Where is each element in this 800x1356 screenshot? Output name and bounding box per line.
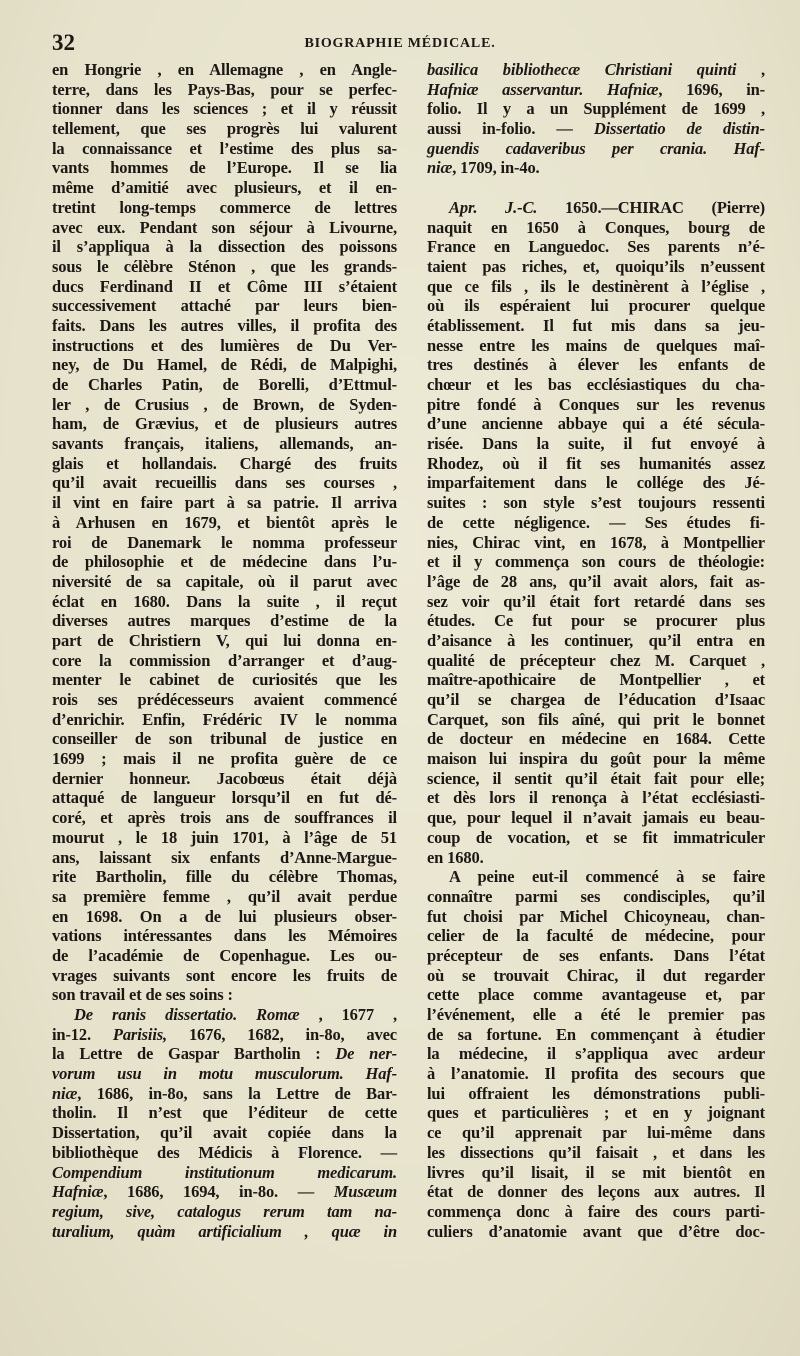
text-line: de Charles Patin, de Borelli, d’Ettmul- <box>52 375 397 394</box>
text-segment: , 1686, 1694, in-8o. — <box>103 1182 334 1202</box>
text-line <box>427 158 765 178</box>
text-line: études. Ce fut pour se procurer plus <box>427 611 765 631</box>
italic-title-segment: Parisiis, <box>112 1024 168 1044</box>
italic-title-segment: De ner- <box>335 1044 397 1064</box>
text-line: pitre fondé à Conques sur les revenus <box>427 394 765 414</box>
text-line: à Arhusen en 1679, et bientôt après le <box>52 512 397 532</box>
text-line <box>52 1202 397 1222</box>
text-line: en 1680. <box>427 847 484 867</box>
text-line: science, il sentit qu’il était fait pour elle; <box>427 768 765 788</box>
italic-title-segment: De ranis dissertatio. Romæ <box>74 1005 300 1024</box>
text-line <box>52 1005 397 1025</box>
text-line: ham, de Grævius, et de plusieurs autres <box>52 414 397 434</box>
text-line <box>52 1044 397 1064</box>
text-line <box>427 80 765 100</box>
text-line <box>52 1064 397 1084</box>
text-line: vants hommes de l’Europe. Il se lia <box>52 158 397 178</box>
text-segment: , 1709, in-4o. <box>452 158 540 178</box>
text-line: risée. Dans la suite, il fut envoyé à <box>427 434 765 454</box>
right-text-column <box>427 60 765 1241</box>
text-line: tionner dans les sciences ; et il y réussit <box>52 99 397 119</box>
text-line: ler , de Crusius , de Brown, de Syden- <box>52 394 397 414</box>
text-line <box>427 119 765 139</box>
text-line: d’une ancienne abbaye qui a été sécula- <box>427 414 765 434</box>
text-line <box>427 178 765 198</box>
text-line: et il y commença son cours de théologie: <box>427 552 765 572</box>
italic-title-segment: guendis cadaveribus per crania. Haf- <box>427 138 765 158</box>
text-line: que ce fils , ils le destinèrent à l’église , <box>427 276 765 296</box>
text-segment: in-12. <box>52 1024 113 1044</box>
text-line: coré, et après trois ans de souffrances il <box>52 808 397 828</box>
text-line: roi de Danemark le nomma professeur <box>52 532 397 552</box>
italic-title-segment: niæ <box>52 1083 78 1103</box>
text-line: maison lui inspira du goût pour la même <box>427 749 765 769</box>
text-line: qualité de précepteur chez M. Carquet , <box>427 650 765 670</box>
text-line: maître-apothicaire de Montpellier , et <box>427 670 765 690</box>
text-line: ducs Ferdinand II et Côme III s’étaient <box>52 276 397 296</box>
italic-title-segment: Compendium institutionum medicarum. <box>52 1162 397 1182</box>
text-line: avec eux. Pendant son séjour à Livourne, <box>52 217 397 237</box>
text-line: de philosophie et de médecine dans l’u- <box>52 552 397 572</box>
text-line: Carquet, son fils aîné, qui prit le bonnet <box>427 709 765 729</box>
italic-title-segment: turalium, quàm artificialium , quæ in <box>52 1221 397 1241</box>
text-line <box>427 139 765 159</box>
text-line <box>52 1222 397 1242</box>
text-line: il s’appliqua à la dissection des poissons <box>52 237 397 257</box>
italic-title-segment: regium, sive, catalogus rerum tam na- <box>52 1201 397 1221</box>
text-line: d’enrichir. Enfin, Frédéric IV le nomma <box>52 709 397 729</box>
text-line: établissement. Il fut mis dans sa jeu- <box>427 315 765 335</box>
text-line: à l’anatomie. Il profita des secours que <box>427 1064 765 1084</box>
text-line: vations intéressantes dans les Mémoires <box>52 926 397 946</box>
text-line: dernier honneur. Jacobœus était déjà <box>52 768 397 788</box>
text-line: vrages suivants sont encore les fruits de <box>52 965 397 985</box>
text-line: de cette négligence. — Ses études fi- <box>427 512 765 532</box>
text-line <box>52 1163 397 1183</box>
text-line: 1699 ; mais il ne profita guère de ce <box>52 749 397 769</box>
text-segment: aussi in-folio. — <box>427 119 594 139</box>
text-line: taient pas riches, et, quoiqu’ils n’eussent <box>427 256 765 276</box>
text-line: la médecine, il s’appliqua avec ardeur <box>427 1044 765 1064</box>
text-line: naquit en 1650 à Conques, bourg de <box>427 217 765 237</box>
italic-title-segment: vorum usu in motu musculorum. Haf- <box>52 1064 397 1084</box>
text-line: rite Bartholin, fille du célèbre Thomas, <box>52 867 397 887</box>
text-line: les dissections qu’il faisait , et dans les <box>427 1142 765 1162</box>
text-line: imparfaitement dans le collége des Jé- <box>427 473 765 493</box>
text-line: attaqué de langueur lorsqu’il en fut dé- <box>52 788 397 808</box>
italic-title-segment: Hafniæ <box>52 1182 104 1202</box>
text-line: nesse entre les mains de quelques maî- <box>427 335 765 355</box>
text-line: sous le célèbre Sténon , que les grands- <box>52 256 397 276</box>
text-line: menter le cabinet de curiosités que les <box>52 670 397 690</box>
text-line: l’événement, elle a été le premier pas <box>427 1005 765 1024</box>
left-text-column <box>52 60 397 1241</box>
text-line: tellement, que ses progrès lui valurent <box>52 119 397 139</box>
text-segment: , 1696, in- <box>658 79 765 99</box>
text-line: tres destinés à élever les enfants de <box>427 355 765 375</box>
text-line: France en Languedoc. Ses parents n’é- <box>427 237 765 257</box>
text-line: de l’académie de Copenhague. Les ou- <box>52 945 397 965</box>
text-line: instructions et des lumières de Du Ver- <box>52 335 397 355</box>
text-line: core la commission d’arranger et d’aug- <box>52 650 397 670</box>
text-line: sez voir qu’il était fort retardé dans ses <box>427 591 765 611</box>
text-line: où se trouvait Chirac, il dut regarder <box>427 965 765 985</box>
text-line: sa première femme , qu’il avait perdue <box>52 886 397 906</box>
italic-title-segment: Musæum <box>333 1182 397 1202</box>
text-segment: 1650.—CHIRAC (Pierre) <box>537 197 765 217</box>
text-line: folio. Il y a un Supplément de 1699 , <box>427 99 765 119</box>
text-line: commença donc à faire des cours parti- <box>427 1201 765 1221</box>
text-line: chœur et les bas ecclésiastiques du cha- <box>427 375 765 394</box>
text-line: livres qu’il lisait, il se mit bientôt en <box>427 1162 765 1182</box>
text-line: cette place comme avantageuse et, par <box>427 985 765 1005</box>
text-line: tretint long-temps commerce de lettres <box>52 197 397 217</box>
text-segment: , 1677 , <box>299 1005 397 1024</box>
text-line: l’âge de 28 ans, qu’il avait alors, fait as- <box>427 571 765 591</box>
text-line: diverses autres marques d’estime de la <box>52 611 397 631</box>
text-line: lui offraient les démonstrations publi- <box>427 1083 765 1103</box>
text-line: suites : son style s’est toujours ressenti <box>427 493 765 513</box>
text-line: il vint en faire part à sa patrie. Il arriva <box>52 493 397 513</box>
italic-title-segment: Apr. J.-C. <box>449 197 538 217</box>
italic-title-segment: Dissertatio de distin- <box>593 119 765 139</box>
text-line: que, pour lequel il n’avait jamais eu beau- <box>427 808 765 828</box>
text-line: fut choisi par Michel Chicoyneau, chan- <box>427 906 765 926</box>
text-line: la connaissance et l’estime des plus sa- <box>52 138 397 158</box>
text-line: Rhodez, où il fit ses humanités assez <box>427 453 765 473</box>
text-segment: la Lettre de Gaspar Bartholin : <box>52 1044 336 1064</box>
text-line: successivement attaché par leurs bien- <box>52 296 397 316</box>
text-line: ans, laissant six enfants d’Anne-Margue- <box>52 847 397 867</box>
text-line <box>427 60 765 80</box>
italic-title-segment: basilica bibliothecæ Christiani quinti <box>427 60 737 79</box>
text-line: de sa fortune. En commençant à étudier <box>427 1024 765 1044</box>
text-segment: 1676, 1682, in-8o, avec <box>167 1024 397 1044</box>
text-line: en Hongrie , en Allemagne , en Angle- <box>52 60 397 79</box>
text-line: bibliothèque des Médicis à Florence. — <box>52 1142 397 1162</box>
text-line: ce qu’il apprenait par lui-même dans <box>427 1123 765 1143</box>
text-line: même d’amitié avec plusieurs, et il en- <box>52 178 397 198</box>
text-line: son travail et de ses soins : <box>52 985 233 1005</box>
text-line <box>427 198 765 218</box>
text-line: tholin. Il n’est que l’éditeur de cette <box>52 1103 397 1123</box>
text-line: d’aisance à les continuer, qu’il entra en <box>427 630 765 650</box>
text-line: faits. Dans les autres villes, il profita des <box>52 315 397 335</box>
text-line <box>52 1025 397 1045</box>
text-line: ques et particulières ; et en y joignant <box>427 1103 765 1123</box>
text-line: culiers d’anatomie avant que d’être doc- <box>427 1221 765 1241</box>
italic-title-segment: niæ <box>427 158 453 178</box>
text-line: nies, Chirac vint, en 1678, à Montpellier <box>427 532 765 552</box>
text-line: précepteur de ses enfants. Dans l’état <box>427 945 765 965</box>
text-line: niversité de sa capitale, où il parut avec <box>52 571 397 591</box>
text-line: de docteur en médecine en 1684. Cette <box>427 729 765 749</box>
text-line: éclat en 1680. Dans la suite , il reçut <box>52 591 397 611</box>
text-line: qu’il se chargea de l’éducation d’Isaac <box>427 690 765 709</box>
text-line: part de Christiern V, qui lui donna en- <box>52 630 397 650</box>
text-line: terre, dans les Pays-Bas, pour se perfec- <box>52 79 397 99</box>
text-line: état de donner des leçons aux autres. Il <box>427 1182 765 1202</box>
text-line: conseiller de son tribunal de justice en <box>52 729 397 749</box>
text-line <box>52 1084 397 1104</box>
text-line: et dès lors il renonça à l’état ecclésiasti- <box>427 788 765 808</box>
text-line: ney, de Du Hamel, de Rédi, de Malpighi, <box>52 355 397 375</box>
page-number: 32 <box>52 30 75 55</box>
text-line: rois ses prédécesseurs avaient commencé <box>52 690 397 709</box>
text-line: glais et hollandais. Chargé des fruits <box>52 453 397 473</box>
text-line: où ils espéraient lui procurer quelque <box>427 296 765 316</box>
italic-title-segment: Hafniæ asservantur. Hafniæ <box>427 79 659 99</box>
text-line: mourut , le 18 juin 1701, à l’âge de 51 <box>52 827 397 847</box>
text-line: savants français, italiens, allemands, an- <box>52 434 397 454</box>
running-title: BIOGRAPHIE MÉDICALE. <box>304 36 496 51</box>
text-line: en 1698. On a de lui plusieurs obser- <box>52 906 397 926</box>
text-line: Dissertation, qu’il avait copiée dans la <box>52 1123 397 1143</box>
text-line: connaître parmi ses condisciples, qu’il <box>427 886 765 906</box>
text-line <box>52 1182 397 1202</box>
text-segment: , <box>736 60 765 79</box>
text-line: coup de vocation, et se fit immatriculer <box>427 827 765 847</box>
text-line: celier de la faculté de médecine, pour <box>427 926 765 946</box>
text-segment: , 1686, in-8o, sans la Lettre de Bar- <box>77 1083 397 1103</box>
text-line: A peine eut-il commencé à se faire <box>449 867 765 887</box>
text-line: qu’il avait recueillis dans ses courses , <box>52 473 397 493</box>
